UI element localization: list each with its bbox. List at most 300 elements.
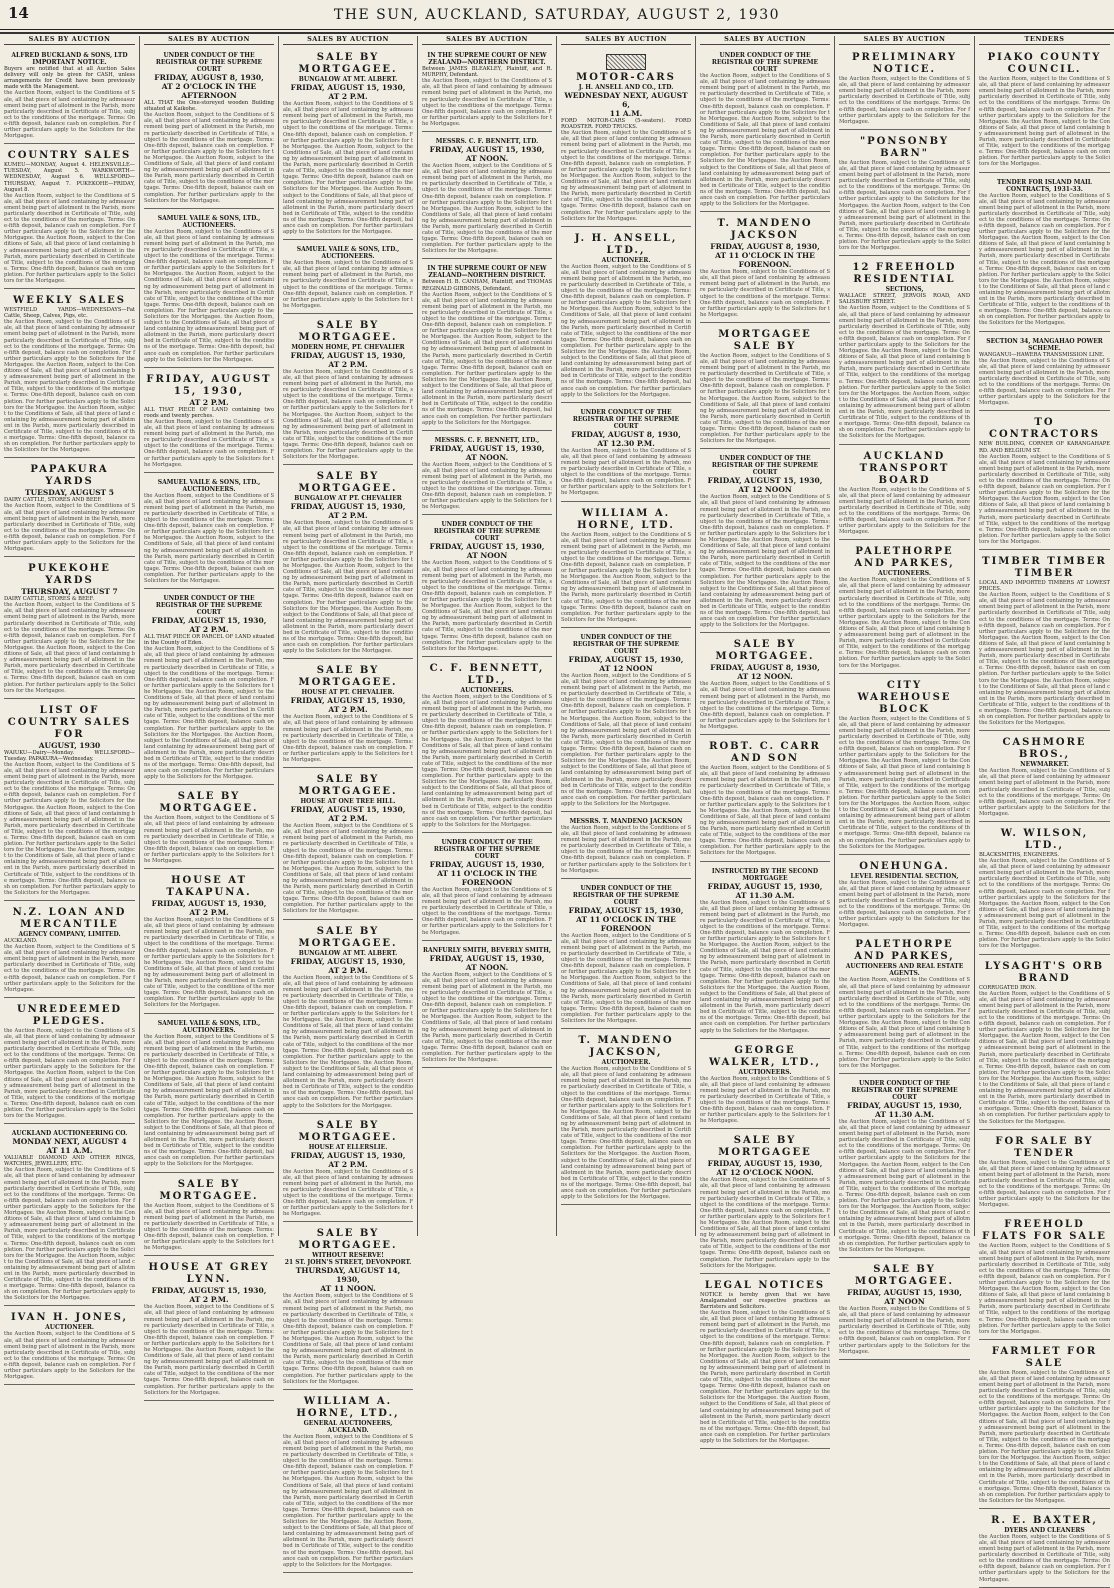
ad-heading: C. F. BENNETT, LTD., bbox=[429, 662, 545, 686]
ad-fine-print: the Auction Room, subject to the Conditions of Sale, all that piece of land containing by admeasurement being part of allotment in the Parish, more particularly described in Certificate of Title, subject to the conditions of the mortgage. Terms: One-fifth deposit, balance cash on completion. For further particulars apply to the Solicitors for the Mortgagee. the Auction Room, subject to the Conditions of Sale, all that piece of land containing by admeasurement being part of allotment in the Parish, more particularly described in Certificate of Title, subject to the conditions of the mortgage. Terms: One-fifth deposit, balance cash on completion. For further particulars apply to the Solicitors for the Mortgagee. bbox=[700, 765, 830, 857]
ad-line: FRIDAY, AUGUST 15, 1930, bbox=[290, 502, 406, 512]
advertisement bbox=[700, 452, 830, 633]
advertisement bbox=[979, 1216, 1110, 1339]
ad-fine-print: the Auction Room, subject to the Conditions of Sale, all that piece of land containing by admeasurement being part of allotment in the Parish, more particularly described in Certificate of Title, subject to the conditions of the mortgage. Terms: One-fifth deposit, balance cash on completion. For further particulars apply to the Solicitors for the Mortgagee. bbox=[4, 90, 135, 140]
ad-fine-print: the Auction Room, subject to the Conditions of Sale, all that piece of land containing by admeasurement being part of allotment in the Parish, more particularly described in Certificate of Title, subject to the conditions of the mortgage. Terms: One-fifth deposit, balance cash on completion. For further particulars apply to the Solicitors for the Mortgagee. the Auction Room, subject to the Conditions of Sale, all that piece of land containing by admeasurement being part of allotment in the Parish, more particularly described in Certificate of Title, subject to the conditions of the mortgage. Terms: One-fifth deposit, balance cash on completion. For further particulars apply to the Solicitors for the Mortgagee. the Auction Room, subject to the Conditions of Sale, all that piece of land containing by admeasurement being part of allotment in the Parish, more particularly described in Certificate of Title, subject to the conditions of the mortgage. Terms: One-fifth deposit, balance cash on completion. For further particulars apply to the Solicitors for the Mortgagee. bbox=[283, 520, 413, 655]
ad-line: AT 12 NOON bbox=[599, 663, 653, 673]
ad-fine-print: the Auction Room, subject to the Conditions of Sale, all that piece of land containing by admeasurement being part of allotment in the Parish, more particularly described in Certificate of Title, subject to the conditions of the mortgage. Terms: One-fifth deposit, balance cash on completion. For further particulars apply to the Solicitors for the Mortgagee. bbox=[422, 886, 552, 936]
ad-line: AUGUST, 1930 bbox=[38, 740, 101, 750]
ad-fine-print: the Auction Room, subject to the Conditions of Sale, all that piece of land containing by admeasurement being part of allotment in the Parish, more particularly described in Certificate of Title, subject to the conditions of the mortgage. Terms: One-fifth deposit, balance cash on completion. For further particulars apply to the Solicitors for the Mortgagee. the Auction Room, subject to the Conditions of Sale, all that piece of land containing by admeasurement being part of allotment in the Parish, more particularly described in Certificate of Title, subject to the conditions of the mortgage. Terms: One-fifth deposit, balance cash on completion. For further particulars apply to the Solicitors for the Mortgagee. bbox=[422, 971, 552, 1063]
column-6 bbox=[695, 35, 834, 1444]
ad-heading: SAMUEL VAILE & SONS, LTD., bbox=[157, 478, 261, 486]
column-header: SALES BY AUCTION bbox=[700, 36, 830, 45]
advertisement bbox=[144, 49, 274, 209]
ad-fine-print: the Auction Room, subject to the Conditions of Sale, all that piece of land containing by admeasurement being part of allotment in the Parish, more particularly described in Certificate of Title, subject to the conditions of the mortgage. Terms: One-fifth deposit, balance cash on completion. For further particulars apply to the Solicitors for the Mortgagee. the Auction Room, subject to the Conditions of Sale, all that piece of land containing by admeasurement being part of allotment in the Parish, more particularly described in Certificate of Title, subject to the conditions of the mortgage. Terms: One-fifth deposit, balance cash on completion. For further particulars apply to the Solicitors for the Mortgagee. the Auction Room, subject to the Conditions of Sale, all that piece of land containing by admeasurement being part of allotment in the Parish, more particularly described in Certificate of Title, subject to the conditions of the mortgage. Terms: One-fifth deposit, balance cash on completion. For further particulars apply to the Solicitors for the Mortgagee. bbox=[561, 672, 691, 807]
advertisement bbox=[839, 259, 970, 444]
ad-heading: TENDER FOR ISLAND MAIL CONTRACTS, 1931-33. bbox=[996, 178, 1093, 193]
ad-line: AT NOON. bbox=[465, 962, 509, 972]
ad-heading: SALE BY MORTGAGEE. bbox=[298, 52, 398, 76]
ad-body: Buyers are notified that at all Auction Sales delivery will only be given for CASH, unless arrangements for Credit have been previously made with the Management. bbox=[4, 66, 135, 91]
ad-body: NOTICE is hereby given that we have Amalgamated our respective practices as Barristers and Solicitors. bbox=[700, 1291, 830, 1310]
column-2 bbox=[139, 35, 278, 1396]
advertisement bbox=[561, 49, 691, 227]
ad-heading: PAPAKURA YARDS bbox=[30, 464, 109, 488]
ad-heading: PIAKO COUNTY COUNCIL. bbox=[987, 52, 1102, 76]
ad-fine-print: the Auction Room, subject to the Conditions of Sale, all that piece of land containing by admeasurement being part of allotment in the Parish, more particularly described in Certificate of Title, subject to the conditions of the mortgage. Terms: One-fifth deposit, balance cash on completion. For further particulars apply to the Solicitors for the Mortgagee. the Auction Room, subject to the Conditions of Sale, all that piece of land containing by admeasurement being part of allotment in the Parish, more particularly described in Certificate of Title, subject to the conditions of the mortgage. Terms: One-fifth deposit, balance cash on completion. For further particulars apply to the Solicitors for the Mortgagee. the Auction Room, subject to the Conditions of Sale, all that piece of land containing by admeasurement being part of allotment in the Parish, more particularly described in Certificate of Title, subject to the conditions of the mortgage. Terms: One-fifth deposit, balance cash on completion. For further particulars apply to the Solicitors for the Mortgagee. bbox=[422, 693, 552, 828]
newspaper-title: THE SUN, AUCKLAND, SATURDAY, AUGUST 2, 1930 bbox=[333, 7, 781, 23]
advertisement bbox=[561, 815, 691, 879]
advertisement bbox=[979, 1512, 1110, 1588]
ad-fine-print: the Auction Room, subject to the Conditions of Sale, all that piece of land containing by admeasurement being part of allotment in the Parish, more particularly described in Certificate of Title, subject to the conditions of the mortgage. Terms: One-fifth deposit, balance cash on completion. For further particulars apply to the Solicitors for the Mortgagee. the Auction Room, subject to the Conditions of Sale, all that piece of land containing by admeasurement being part of allotment in the Parish, more particularly described in Certificate of Title, subject to the conditions of the mortgage. Terms: One-fifth deposit, balance cash on completion. For further particulars apply to the Solicitors for the Mortgagee. bbox=[979, 453, 1110, 545]
ad-line: HOUSE AT PT. CHEVALIER. bbox=[301, 689, 395, 697]
ad-heading: SALE BY MORTGAGEE. bbox=[298, 1228, 398, 1252]
ad-fine-print: the Auction Room, subject to the Conditions of Sale, all that piece of land containing by admeasurement being part of allotment in the Parish, more particularly described in Certificate of Title, subject to the conditions of the mortgage. Terms: One-fifth deposit, balance cash on completion. For further particulars apply to the Solicitors for the Mortgagee. the Auction Room, subject to the Conditions of Sale, all that piece of land containing by admeasurement being part of allotment in the Parish, more particularly described in Certificate of Title, subject to the conditions of the mortgage. Terms: One-fifth deposit, balance cash on completion. For further particulars apply to the Solicitors for the Mortgagee. bbox=[422, 560, 552, 652]
advertisement bbox=[839, 49, 970, 130]
ad-line: FRIDAY, AUGUST 15, 1930, bbox=[151, 899, 267, 909]
ad-fine-print: the Auction Room, subject to the Conditions of Sale, all that piece of land containing by admeasurement being part of allotment in the Parish, more particularly described in Certificate of Title, subject to the conditions of the mortgage. Terms: One-fifth deposit, balance cash on completion. For further particulars apply to the Solicitors for the Mortgagee. the Auction Room, subject to the Conditions of Sale, all that piece of land containing by admeasurement being part of allotment in the Parish, more particularly described in Certificate of Title, subject to the conditions of the mortgage. Terms: One-fifth deposit, balance cash on completion. For further particulars apply to the Solicitors for the Mortgagee. the Auction Room, subject to the Conditions of Sale, all that piece of land containing by admeasurement being part of allotment in the Parish, more particularly described in Certificate of Title, subject to the conditions of the mortgage. Terms: One-fifth deposit, balance cash on completion. For further particulars apply to the Solicitors for the Mortgagee. bbox=[979, 1369, 1110, 1504]
ad-line: AT 12.30 P.M. bbox=[597, 438, 655, 448]
advertisement bbox=[839, 133, 970, 256]
advertisement bbox=[144, 788, 274, 869]
ad-heading: SALE BY MORTGAGEE. bbox=[298, 774, 398, 798]
ad-line: FRIDAY, AUGUST 8, 1930, bbox=[710, 242, 820, 252]
advertisement bbox=[979, 1343, 1110, 1509]
advertisement bbox=[283, 771, 413, 919]
column-8 bbox=[974, 35, 1114, 1583]
ad-heading: SALE BY MORTGAGEE. bbox=[298, 925, 398, 949]
ad-heading: LYSAGHT'S ORB BRAND bbox=[984, 960, 1105, 984]
ad-line: FRIDAY, AUGUST 15, 1930, bbox=[151, 616, 267, 626]
ad-fine-print: the Auction Room, subject to the Conditions of Sale, all that piece of land containing by admeasurement being part of allotment in the Parish, more particularly described in Certificate of Title, subject to the conditions of the mortgage. Terms: One-fifth deposit, balance cash on completion. For further particulars apply to the Solicitors for the Mortgagee. bbox=[4, 503, 135, 553]
ad-heading: SALE BY MORTGAGEE. bbox=[715, 639, 815, 663]
ad-heading: SALE BY MORTGAGEE. bbox=[298, 319, 398, 343]
ad-line: GENERAL AUCTIONEERS, bbox=[303, 1419, 393, 1427]
ad-line: AT 2 P.M. bbox=[189, 1295, 229, 1305]
advertisement bbox=[979, 176, 1110, 332]
ad-line: AT 12 NOON bbox=[738, 485, 792, 495]
ad-fine-print: the Auction Room, subject to the Conditions of Sale, all that piece of land containing by admeasurement being part of allotment in the Parish, more particularly described in Certificate of Title, subject to the conditions of the mortgage. Terms: One-fifth deposit, balance cash on completion. For further particulars apply to the Solicitors for the Mortgagee. the Auction Room, subject to the Conditions of Sale, all that piece of land containing by admeasurement being part of allotment in the Parish, more particularly described in Certificate of Title, subject to the conditions of the mortgage. Terms: One-fifth deposit, balance cash on completion. For further particulars apply to the Solicitors for the Mortgagee. bbox=[979, 858, 1110, 950]
ad-fine-print: the Auction Room, subject to the Conditions of Sale, all that piece of land containing by admeasurement being part of allotment in the Parish, more particularly described in Certificate of Title, subject to the conditions of the mortgage. Terms: One-fifth deposit, balance cash on completion. For further particulars apply to the Solicitors for the Mortgagee. the Auction Room, subject to the Conditions of Sale, all that piece of land containing by admeasurement being part of allotment in the Parish, more particularly described in Certificate of Title, subject to the conditions of the mortgage. Terms: One-fifth deposit, balance cash on completion. For further particulars apply to the Solicitors for the Mortgagee. bbox=[422, 163, 552, 255]
ad-line: AT NOON bbox=[466, 551, 508, 561]
column-header: SALES BY AUCTION bbox=[4, 36, 135, 45]
ad-line: BUNGALOW AT MT. ALBERT. bbox=[298, 949, 398, 957]
advertisement bbox=[4, 461, 135, 557]
advertisement bbox=[839, 677, 970, 855]
ad-heading: ROBT. C. CARR AND SON bbox=[709, 741, 821, 765]
ad-line: 11 A.M. bbox=[609, 109, 643, 119]
ad-fine-print: the Auction Room, subject to the Conditions of Sale, all that piece of land containing by admeasurement being part of allotment in the Parish, more particularly described in Certificate of Title, subject to the conditions of the mortgage. Terms: One-fifth deposit, balance cash on completion. For further particulars apply to the Solicitors for the Mortgagee. bbox=[4, 944, 135, 993]
column-1 bbox=[0, 35, 139, 1381]
advertisement bbox=[561, 505, 691, 628]
ad-body: Between H. B. CANHAM, Plaintiff, and THOMAS REGINALD GIBBONS, Defendant. bbox=[422, 279, 552, 292]
ad-heading: FREEHOLD FLATS FOR SALE bbox=[982, 1219, 1107, 1243]
ad-fine-print: the Auction Room, subject to the Conditions of Sale, all that piece of land containing by admeasurement being part of allotment in the Parish, more particularly described in Certificate of Title, subject to the conditions of the mortgage. Terms: One-fifth deposit, balance cash on completion. For further particulars apply to the Solicitors for the Mortgagee. bbox=[979, 357, 1110, 407]
ad-line: AGENCY COMPANY, LIMITED. bbox=[18, 930, 121, 938]
advertisement bbox=[979, 414, 1110, 550]
ad-line: AT NOON. bbox=[465, 452, 509, 462]
advertisement bbox=[839, 1077, 970, 1258]
ad-body: BLACKSMITHS, ENGINEERS. bbox=[979, 852, 1059, 858]
ad-heading: SECTION 34, MANGAHAO POWER SCHEME. bbox=[986, 337, 1103, 352]
ad-fine-print: the Auction Room, subject to the Conditions of Sale, all that piece of land containing by admeasurement being part of allotment in the Parish, more particularly described in Certificate of Title, subject to the conditions of the mortgage. Terms: One-fifth deposit, balance cash on completion. For further particulars apply to the Solicitors for the Mortgagee. bbox=[422, 461, 552, 511]
advertisement bbox=[979, 335, 1110, 412]
advertisement bbox=[422, 836, 552, 941]
ad-line: FRIDAY, AUGUST 15, 1930, bbox=[290, 1150, 406, 1160]
column-7 bbox=[834, 35, 974, 1355]
column-header: SALES BY AUCTION bbox=[283, 36, 413, 45]
ad-fine-print: the Auction Room, subject to the Conditions of Sale, all that piece of land containing by admeasurement being part of allotment in the Parish, more particularly described in Certificate of Title, subject to the conditions of the mortgage. Terms: One-fifth deposit, balance cash on completion. For further particulars apply to the Solicitors for the Mortgagee. the Auction Room, subject to the Conditions of Sale, all that piece of land containing by admeasurement being part of allotment in the Parish, more particularly described in Certificate of Title, subject to the conditions of the mortgage. Terms: One-fifth deposit, balance cash on completion. For further particulars apply to the Solicitors for the Mortgagee. the Auction Room, subject to the Conditions of Sale, all that piece of land containing by admeasurement being part of allotment in the Parish, more particularly described in Certificate of Title, subject to the conditions of the mortgage. Terms: One-fifth deposit, balance cash on completion. For further particulars apply to the Solicitors for the Mortgagee. bbox=[4, 319, 135, 454]
ad-fine-print: the Auction Room, subject to the Conditions of Sale, all that piece of land containing by admeasurement being part of allotment in the Parish, more particularly described in Certificate of Title, subject to the conditions of the mortgage. Terms: One-fifth deposit, balance cash on completion. For further particulars apply to the Solicitors for the Mortgagee. bbox=[144, 1202, 274, 1252]
advertisement bbox=[979, 553, 1110, 731]
ad-fine-print: the Auction Room, subject to the Conditions of Sale, all that piece of land containing by admeasurement being part of allotment in the Parish, more particularly described in Certificate of Title, subject to the conditions of the mortgage. Terms: One-fifth deposit, balance cash on completion. For further particulars apply to the Solicitors for the Mortgagee. the Auction Room, subject to the Conditions of Sale, all that piece of land containing by admeasurement being part of allotment in the Parish, more particularly described in Certificate of Title, subject to the conditions of the mortgage. Terms: One-fifth deposit, balance cash on completion. For further particulars apply to the Solicitors for the Mortgagee. the Auction Room, subject to the Conditions of Sale, all that piece of land containing by admeasurement being part of allotment in the Parish, more particularly described in Certificate of Title, subject to the conditions of the mortgage. Terms: One-fifth deposit, balance cash on completion. For further particulars apply to the Solicitors for the Mortgagee. bbox=[979, 192, 1110, 327]
ad-line: FRIDAY, AUGUST 15, 1930, bbox=[568, 654, 684, 664]
ad-heading: SAMUEL VAILE & SONS, LTD., bbox=[157, 214, 261, 222]
ad-heading: WEEKLY SALES bbox=[12, 295, 127, 307]
advertisement bbox=[979, 1133, 1110, 1214]
ad-fine-print: the Auction Room, subject to the Conditions of Sale, all that piece of land containing by admeasurement being part of allotment in the Parish, more particularly described in Certificate of Title, subject to the conditions of the mortgage. Terms: One-fifth deposit, balance cash on completion. For further particulars apply to the Solicitors for the Mortgagee. bbox=[700, 269, 830, 318]
ad-fine-print: the Auction Room, subject to the Conditions of Sale, all that piece of land containing by admeasurement being part of allotment in the Parish, more particularly described in Certificate of Title, subject to the conditions of the mortgage. Terms: One-fifth deposit, balance cash on completion. For further particulars apply to the Solicitors for the Mortgagee. bbox=[979, 1159, 1110, 1209]
ad-body: WANGANUI—HAWERA TRANSMISSION LINE. bbox=[979, 351, 1105, 358]
advertisement bbox=[4, 702, 135, 901]
advertisement bbox=[4, 49, 135, 144]
ad-heading: PALETHORPE AND PARKES, bbox=[854, 939, 955, 963]
advertisement bbox=[700, 865, 830, 1039]
ad-line: AT 11.30 A.M. bbox=[874, 1109, 935, 1119]
ad-fine-print: the Auction Room, subject to the Conditions of Sale, all that piece of land containing by admeasurement being part of allotment in the Parish, more particularly described in Certificate of Title, subject to the conditions of the mortgage. Terms: One-fifth deposit, balance cash on completion. For further particulars apply to the Solicitors for the Mortgagee. bbox=[839, 879, 970, 929]
ad-heading: 12 FREEHOLD RESIDENTIAL bbox=[852, 262, 957, 286]
ad-line: FRIDAY, AUGUST 15, 1930, bbox=[707, 476, 823, 486]
ad-heading: MESSRS. C. F. BENNETT, LTD. bbox=[435, 138, 539, 146]
ad-fine-print: the Auction Room, subject to the Conditions of Sale, all that piece of land containing by admeasurement being part of allotment in the Parish, more particularly described in Certificate of Title, subject to the conditions of the mortgage. Terms: One-fifth deposit, balance cash on completion. For further particulars apply to the Solicitors for the Mortgagee. the Auction Room, subject to the Conditions of Sale, all that piece of land containing by admeasurement being part of allotment in the Parish, more particularly described in Certificate of Title, subject to the conditions of the mortgage. Terms: One-fifth deposit, balance cash on completion. For further particulars apply to the Solicitors for the Mortgagee. the Auction Room, subject to the Conditions of Sale, all that piece of land containing by admeasurement being part of allotment in the Parish, more particularly described in Certificate of Title, subject to the conditions of the mortgage. Terms: One-fifth deposit, balance cash on completion. For further particulars apply to the Solicitors for the Mortgagee. bbox=[561, 263, 691, 398]
ad-line: AUCTIONEERS. bbox=[182, 1026, 236, 1034]
advertisement bbox=[283, 923, 413, 1114]
ad-line: AT 11 O'CLOCK IN THE FORENOON bbox=[576, 914, 676, 933]
advertisement bbox=[422, 49, 552, 132]
advertisement bbox=[144, 1176, 274, 1257]
ad-heading: SALE BY MORTGAGEE. bbox=[159, 791, 259, 815]
ad-line: HOUSE AT ONE TREE HILL. bbox=[300, 798, 396, 806]
ad-fine-print: the Auction Room, subject to the Conditions of Sale, all that piece of land containing by admeasurement being part of allotment in the Parish, more particularly described in Certificate of Title, subject to the conditions of the mortgage. Terms: One-fifth deposit, balance cash on completion. For further particulars apply to the Solicitors for the Mortgagee. the Auction Room, subject to the Conditions of Sale, all that piece of land containing by admeasurement being part of allotment in the Parish, more particularly described in Certificate of Title, subject to the conditions of the mortgage. Terms: One-fifth deposit, balance cash on completion. For further particulars apply to the Solicitors for the Mortgagee. bbox=[144, 1304, 274, 1396]
ad-heading: UNDER CONDUCT OF THE REGISTRAR OF THE SUPREME COURT bbox=[155, 595, 263, 617]
ad-body: Between JAMES BLEAKLEY, Plaintiff, and R. MURPHY, Defendant. bbox=[422, 66, 552, 79]
ad-heading: SALE BY MORTGAGEE. bbox=[298, 665, 398, 689]
ad-line: AUCKLAND. bbox=[327, 1426, 369, 1434]
ad-line: FRIDAY, AUGUST 15, 1930, bbox=[707, 881, 823, 891]
ad-body: DAIRY CATTLE, STORES AND BEEF. bbox=[4, 497, 102, 504]
ad-line: AT 2 P.M. bbox=[328, 705, 368, 715]
ad-heading: UNDER CONDUCT OF THE REGISTRAR OF THE SUPREME COURT bbox=[572, 408, 680, 430]
advertisement bbox=[979, 958, 1110, 1130]
ad-fine-print: the Auction Room, subject to the Conditions of Sale, all that piece of land containing by admeasurement being part of allotment in the Parish, more particularly described in Certificate of Title, subject to the conditions of the mortgage. Terms: One-fifth deposit, balance cash on completion. For further particulars apply to the Solicitors for the Mortgagee. bbox=[839, 76, 970, 125]
advertisement bbox=[144, 1259, 274, 1400]
ad-fine-print: the Auction Room, subject to the Conditions of Sale, all that piece of land containing by admeasurement being part of allotment in the Parish, more particularly described in Certificate of Title, subject to the conditions of the mortgage. Terms: One-fifth deposit, balance cash on completion. For further particulars apply to the Solicitors for the Mortgagee. the Auction Room, subject to the Conditions of Sale, all that piece of land containing by admeasurement being part of allotment in the Parish, more particularly described in Certificate of Title, subject to the conditions of the mortgage. Terms: One-fifth deposit, balance cash on completion. For further particulars apply to the Solicitors for the Mortgagee. the Auction Room, subject to the Conditions of Sale, all that piece of land containing by admeasurement being part of allotment in the Parish, more particularly described in Certificate of Title, subject to the conditions of the mortgage. Terms: One-fifth deposit, balance cash on completion. For further particulars apply to the Solicitors for the Mortgagee. bbox=[839, 305, 970, 440]
ad-line: AT 2 P.M. bbox=[189, 625, 229, 635]
ad-line: AUCTIONEER. bbox=[45, 1324, 94, 1332]
advertisement bbox=[144, 592, 274, 785]
column-4 bbox=[417, 36, 556, 1236]
ad-line: AT 11 O'CLOCK IN THE FORENOON. bbox=[715, 251, 815, 270]
ad-line: FRIDAY, AUGUST 8, 1930, bbox=[571, 429, 681, 439]
ad-heading: UNDER CONDUCT OF THE REGISTRAR OF THE SUPREME COURT bbox=[155, 52, 263, 74]
ad-line: FRIDAY, AUGUST 15, 1930, bbox=[429, 859, 545, 869]
ad-fine-print: the Auction Room, subject to the Conditions of Sale, all that piece of land containing by admeasurement being part of allotment in the Parish, more particularly described in Certificate of Title, subject to the conditions of the mortgage. Terms: One-fifth deposit, balance cash on completion. For further particulars apply to the Solicitors for the Mortgagee. bbox=[700, 681, 830, 731]
ad-fine-print: the Auction Room, subject to the Conditions of Sale, all that piece of land containing by admeasurement being part of allotment in the Parish, more particularly described in Certificate of Title, subject to the conditions of the mortgage. Terms: One-fifth deposit, balance cash on completion. For further particulars apply to the Solicitors for the Mortgagee. the Auction Room, subject to the Conditions of Sale, all that piece of land containing by admeasurement being part of allotment in the Parish, more particularly described in Certificate of Title, subject to the conditions of the mortgage. Terms: One-fifth deposit, balance cash on completion. For further particulars apply to the Solicitors for the Mortgagee. bbox=[4, 192, 135, 284]
column-header: SALES BY AUCTION bbox=[422, 36, 552, 45]
advertisement bbox=[422, 434, 552, 516]
ad-fine-print: the Auction Room, subject to the Conditions of Sale, all that piece of land containing by admeasurement being part of allotment in the Parish, more particularly described in Certificate of Title, subject to the conditions of the mortgage. Terms: One-fifth deposit, balance cash on completion. For further particulars apply to the Solicitors for the Mortgagee. the Auction Room, subject to the Conditions of Sale, all that piece of land containing by admeasurement being part of allotment in the Parish, more particularly described in Certificate of Title, subject to the conditions of the mortgage. Terms: One-fifth deposit, balance cash on completion. For further particulars apply to the Solicitors for the Mortgagee. bbox=[979, 76, 1110, 168]
advertisement bbox=[283, 468, 413, 659]
ad-line: FRIDAY, AUGUST 15, 1930, bbox=[290, 805, 406, 815]
ad-heading: CASHMORE BROS., bbox=[1002, 737, 1087, 761]
ad-heading: WILLIAM A. HORNE, LTD. bbox=[577, 507, 675, 531]
ad-body: AUCKLAND. bbox=[4, 937, 38, 944]
ad-fine-print: the Auction Room, subject to the Conditions of Sale, all that piece of land containing by admeasurement being part of allotment in the Parish, more particularly described in Certificate of Title, subject to the conditions of the mortgage. Terms: One-fifth deposit, balance cash on completion. For further particulars apply to the Solicitors for the Mortgagee. the Auction Room, subject to the Conditions of Sale, all that piece of land containing by admeasurement being part of allotment in the Parish, more particularly described in Certificate of Title, subject to the conditions of the mortgage. Terms: One-fifth deposit, balance cash on completion. For further particulars apply to the Solicitors for the Mortgagee. bbox=[4, 1027, 135, 1120]
ad-fine-print: the Auction Room, subject to the Conditions of Sale, all that piece of land containing by admeasurement being part of allotment in the Parish, more particularly described in Certificate of Title, subject to the conditions of the mortgage. Terms: One-fifth deposit, balance cash on completion. For further particulars apply to the Solicitors for the Mortgagee. the Auction Room, subject to the Conditions of Sale, all that piece of land containing by admeasurement being part of allotment in the Parish, more particularly described in Certificate of Title, subject to the conditions of the mortgage. Terms: One-fifth deposit, balance cash on completion. For further particulars apply to the Solicitors for the Mortgagee. bbox=[839, 977, 970, 1069]
ad-line: 21 ST. JOHN'S STREET, DEVONPORT. bbox=[284, 1259, 412, 1267]
ad-fine-print: the Auction Room, subject to the Conditions of Sale, all that piece of land containing by admeasurement being part of allotment in the Parish, more particularly described in Certificate of Title, subject to the conditions of the mortgage. Terms: One-fifth deposit, balance cash on completion. For further particulars apply to the Solicitors for the Mortgagee. the Auction Room, subject to the Conditions of Sale, all that piece of land containing by admeasurement being part of allotment in the Parish, more particularly described in Certificate of Title, subject to the conditions of the mortgage. Terms: One-fifth deposit, balance cash on completion. For further particulars apply to the Solicitors for the Mortgagee. bbox=[561, 130, 691, 222]
ad-fine-print: the Auction Room, subject to the Conditions of Sale, all that piece of land containing by admeasurement being part of allotment in the Parish, more particularly described in Certificate of Title, subject to the conditions of the mortgage. Terms: One-fifth deposit, balance cash on completion. For further particulars apply to the Solicitors for the Mortgagee. the Auction Room, subject to the Conditions of Sale, all that piece of land containing by admeasurement being part of allotment in the Parish, more particularly described in Certificate of Title, subject to the conditions of the mortgage. Terms: One-fifth deposit, balance cash on completion. For further particulars apply to the Solicitors for the Mortgagee. the Auction Room, subject to the Conditions of Sale, all that piece of land containing by admeasurement being part of allotment in the Parish, more particularly described in Certificate of Title, subject to the conditions of the mortgage. Terms: One-fifth deposit, balance cash on completion. For further particulars apply to the Solicitors for the Mortgagee. bbox=[283, 101, 413, 236]
ad-heading: FARMLET FOR SALE bbox=[991, 1345, 1098, 1369]
ad-fine-print: the Auction Room, subject to the Conditions of Sale, all that piece of land containing by admeasurement being part of allotment in the Parish, more particularly described in Certificate of Title, subject to the conditions of the mortgage. Terms: One-fifth deposit, balance cash on completion. For further particulars apply to the Solicitors for the Mortgagee. the Auction Room, subject to the Conditions of Sale, all that piece of land containing by admeasurement being part of allotment in the Parish, more particularly described in Certificate of Title, subject to the conditions of the mortgage. Terms: One-fifth deposit, balance cash on completion. For further particulars apply to the Solicitors for the Mortgagee. the Auction Room, subject to the Conditions of Sale, all that piece of land containing by admeasurement being part of allotment in the Parish, more particularly described in Certificate of Title, subject to the conditions of the mortgage. Terms: One-fifth deposit, balance cash on completion. For further particulars apply to the Solicitors for the Mortgagee. bbox=[561, 1066, 691, 1201]
ad-line: LEVEL RESIDENTIAL SECTION, bbox=[850, 872, 959, 880]
ad-fine-print: the Auction Room, subject to the Conditions of Sale, all that piece of land containing by admeasurement being part of allotment in the Parish, more particularly described in Certificate of Title, subject to the conditions of the mortgage. Terms: One-fifth deposit, balance cash on completion. For further particulars apply to the Solicitors for the Mortgagee. the Auction Room, subject to the Conditions of Sale, all that piece of land containing by admeasurement being part of allotment in the Parish, more particularly described in Certificate of Title, subject to the conditions of the mortgage. Terms: One-fifth deposit, balance cash on completion. For further particulars apply to the Solicitors for the Mortgagee. bbox=[561, 531, 691, 623]
ad-line: AT 2 O'CLOCK IN THE AFTERNOON bbox=[161, 82, 257, 101]
advertisement bbox=[700, 215, 830, 323]
ad-heading: ONEHUNGA. bbox=[859, 860, 950, 872]
ad-heading: ALFRED BUCKLAND & SONS, LTD bbox=[11, 52, 128, 60]
advertisement bbox=[4, 560, 135, 699]
ad-fine-print: the Auction Room, subject to the Conditions of Sale, all that piece of land containing by admeasurement being part of allotment in the Parish, more particularly described in Certificate of Title, subject to the conditions of the mortgage. Terms: One-fifth deposit, balance cash on completion. For further particulars apply to the Solicitors for the Mortgagee. the Auction Room, subject to the Conditions of Sale, all that piece of land containing by admeasurement being part of allotment in the Parish, more particularly described in Certificate of Title, subject to the conditions of the mortgage. Terms: One-fifth deposit, balance cash on completion. For further particulars apply to the Solicitors for the Mortgagee. the Auction Room, subject to the Conditions of Sale, all that piece of land containing by admeasurement being part of allotment in the Parish, more particularly described in Certificate of Title, subject to the conditions of the mortgage. Terms: One-fifth deposit, balance cash on completion. For further particulars apply to the Solicitors for the Mortgagee. bbox=[4, 1167, 135, 1302]
ad-line: AUCTIONEERS AND REAL ESTATE AGENTS. bbox=[845, 963, 964, 978]
column-5 bbox=[556, 36, 695, 1236]
ad-fine-print: the Auction Room, subject to the Conditions of Sale, all that piece of land containing by admeasurement being part of allotment in the Parish, more particularly described in Certificate of Title, subject to the conditions of the mortgage. Terms: One-fifth deposit, balance cash on completion. For further particulars apply to the Solicitors for the Mortgagee. the Auction Room, subject to the Conditions of Sale, all that piece of land containing by admeasurement being part of allotment in the Parish, more particularly described in Certificate of Title, subject to the conditions of the mortgage. Terms: One-fifth deposit, balance cash on completion. For further particulars apply to the Solicitors for the Mortgagee. bbox=[283, 823, 413, 915]
ad-fine-print: the Auction Room, subject to the Conditions of Sale, all that piece of land containing by admeasurement being part of allotment in the Parish, more particularly described in Certificate of Title, subject to the conditions of the mortgage. Terms: One-fifth deposit, balance cash on completion. For further particulars apply to the Solicitors for the Mortgagee. the Auction Room, subject to the Conditions of Sale, all that piece of land containing by admeasurement being part of allotment in the Parish, more particularly described in Certificate of Title, subject to the conditions of the mortgage. Terms: One-fifth deposit, balance cash on completion. For further particulars apply to the Solicitors for the Mortgagee. bbox=[144, 112, 274, 204]
motor-car-illustration bbox=[606, 54, 646, 70]
ad-heading: LIST OF COUNTRY SALES FOR bbox=[7, 704, 132, 740]
ad-heading: IN THE SUPREME COURT OF NEW ZEALAND—NORTHERN DISTRICT. bbox=[427, 265, 547, 280]
ad-line: AUCTIONEERS. bbox=[182, 221, 236, 229]
ad-fine-print: the Auction Room, subject to the Conditions of Sale, all that piece of land containing by admeasurement being part of allotment in the Parish, more particularly described in Certificate of Title, subject to the conditions of the mortgage. Terms: One-fifth deposit, balance cash on completion. For further particulars apply to the Solicitors for the Mortgagee. the Auction Room, subject to the Conditions of Sale, all that piece of land containing by admeasurement being part of allotment in the Parish, more particularly described in Certificate of Title, subject to the conditions of the mortgage. Terms: One-fifth deposit, balance cash on completion. For further particulars apply to the Solicitors for the Mortgagee. the Auction Room, subject to the Conditions of Sale, all that piece of land containing by admeasurement being part of allotment in the Parish, more particularly described in Certificate of Title, subject to the conditions of the mortgage. Terms: One-fifth deposit, balance cash on completion. For further particulars apply to the Solicitors for the Mortgagee. bbox=[700, 494, 830, 629]
ad-line: FRIDAY, AUGUST 15, 1930, bbox=[429, 443, 545, 453]
ad-line: WEDNESDAY NEXT, AUGUST 6, bbox=[564, 91, 688, 110]
ad-heading: PUKEKOHE YARDS bbox=[28, 563, 111, 587]
ad-line: AT 12 NOON. bbox=[737, 672, 793, 682]
ad-line: FRIDAY, AUGUST 8, 1930, bbox=[710, 663, 820, 673]
column-header: SALES BY AUCTION bbox=[561, 36, 691, 45]
ad-fine-print: the Auction Room, subject to the Conditions of Sale, all that piece of land containing by admeasurement being part of allotment in the Parish, more particularly described in Certificate of Title, subject to the conditions of the mortgage. Terms: One-fifth deposit, balance cash on completion. For further particulars apply to the Solicitors for the Mortgagee. the Auction Room, subject to the Conditions of Sale, all that piece of land containing by admeasurement being part of allotment in the Parish, more particularly described in Certificate of Title, subject to the conditions of the mortgage. Terms: One-fifth deposit, balance cash on completion. For further particulars apply to the Solicitors for the Mortgagee. bbox=[283, 1293, 413, 1385]
ad-line: FRIDAY, AUGUST 15, 1930, bbox=[429, 953, 545, 963]
ad-line: AUCTIONEERS. bbox=[460, 686, 514, 694]
ad-body: KUMEU—MONDAY, August 4. HELENSVILLE—TUESDAY, August 5. WARKWORTH—WEDNESDAY, August 6. WELLSFORD—THURSDAY, August 7. PUKEKOHE—FRIDAY, August 8. bbox=[4, 162, 135, 193]
ad-heading: MESSRS. C. F. BENNETT, LTD., bbox=[434, 436, 540, 444]
ad-heading: SALE BY MORTGAGEE. bbox=[298, 1119, 398, 1143]
ad-body: LOCAL AND IMPORTED TIMBERS AT LOWEST PRICES. bbox=[979, 580, 1110, 593]
ad-line: FRIDAY, AUGUST 15, 1930, bbox=[151, 1286, 267, 1296]
ad-line: FRIDAY, AUGUST 15, 1930, bbox=[429, 542, 545, 552]
advertisement bbox=[561, 406, 691, 502]
ad-fine-print: the Auction Room, subject to the Conditions of Sale, all that piece of land containing by admeasurement being part of allotment in the Parish, more particularly described in Certificate of Title, subject to the conditions of the mortgage. Terms: One-fifth deposit, balance cash on completion. For further particulars apply to the Solicitors for the Mortgagee. bbox=[283, 714, 413, 764]
advertisement bbox=[700, 49, 830, 212]
ad-heading: W. WILSON, LTD., bbox=[1000, 828, 1089, 851]
ad-line: FRIDAY, AUGUST 15, 1930, bbox=[290, 956, 406, 966]
advertisement bbox=[144, 371, 274, 473]
advertisement bbox=[422, 518, 552, 656]
advertisement bbox=[422, 262, 552, 430]
ad-fine-print: the Auction Room, subject to the Conditions of Sale, all that piece of land containing by admeasurement being part of allotment in the Parish, more particularly described in Certificate of Title, subject to the conditions of the mortgage. Terms: One-fifth deposit, balance cash on completion. For further particulars apply to the Solicitors for the Mortgagee. bbox=[839, 486, 970, 536]
ad-heading: UNDER CONDUCT OF THE REGISTRAR OF THE SUPREME COURT bbox=[433, 521, 541, 543]
ad-heading: UNDER CONDUCT OF THE REGISTRAR OF THE SUPREME COURT bbox=[572, 884, 680, 906]
ad-line: AT 2 P.M. bbox=[328, 92, 368, 102]
advertisement bbox=[561, 882, 691, 1029]
masthead bbox=[0, 0, 1114, 30]
advertisement bbox=[4, 292, 135, 458]
ad-fine-print: the Auction Room, subject to the Conditions of Sale, all that piece of land containing by admeasurement being part of allotment in the Parish, more particularly described in Certificate of Title, subject to the conditions of the mortgage. Terms: One-fifth deposit, balance cash on completion. For further particulars apply to the Solicitors for the Mortgagee. the Auction Room, subject to the Conditions of Sale, all that piece of land containing by admeasurement being part of allotment in the Parish, more particularly described in Certificate of Title, subject to the conditions of the mortgage. Terms: One-fifth deposit, balance cash on completion. For further particulars apply to the Solicitors for the Mortgagee. the Auction Room, subject to the Conditions of Sale, all that piece of land containing by admeasurement being part of allotment in the Parish, more particularly described in Certificate of Title, subject to the conditions of the mortgage. Terms: One-fifth deposit, balance cash on completion. For further particulars apply to the Solicitors for the Mortgagee. bbox=[4, 761, 135, 896]
ad-heading: UNDER CONDUCT OF THE REGISTRAR OF THE SUPREME COURT bbox=[711, 52, 819, 74]
advertisement bbox=[700, 636, 830, 735]
column-header: SALES BY AUCTION bbox=[839, 36, 970, 45]
ad-heading: TO CONTRACTORS bbox=[989, 417, 1100, 441]
ad-line: AUCTIONEERS. bbox=[878, 570, 931, 578]
advertisement bbox=[839, 1261, 970, 1360]
ad-line: WITHOUT RESERVE! bbox=[312, 1252, 384, 1260]
ad-line: AT 2 P.M. bbox=[328, 814, 368, 824]
ad-fine-print: the Auction Room, subject to the Conditions of Sale, all that piece of land containing by admeasurement being part of allotment in the Parish, more particularly described in Certificate of Title, subject to the conditions of the mortgage. Terms: One-fifth deposit, balance cash on completion. For further particulars apply to the Solicitors for the Mortgagee. the Auction Room, subject to the Conditions of Sale, all that piece of land containing by admeasurement being part of allotment in the Parish, more particularly described in Certificate of Title, subject to the conditions of the mortgage. Terms: One-fifth deposit, balance cash on completion. For further particulars apply to the Solicitors for the Mortgagee. the Auction Room, subject to the Conditions of Sale, all that piece of land containing by admeasurement being part of allotment in the Parish, more particularly described in Certificate of Title, subject to the conditions of the mortgage. Terms: One-fifth deposit, balance cash on completion. For further particulars apply to the Solicitors for the Mortgagee. bbox=[979, 990, 1110, 1125]
ad-line: AT 2 P.M. bbox=[328, 965, 368, 975]
ad-heading: MESSRS. T. MANDENO JACKSON bbox=[569, 817, 683, 825]
ad-fine-print: the Auction Room, subject to the Conditions of Sale, all that piece of land containing by admeasurement being part of allotment in the Parish, more particularly described in Certificate of Title, subject to the conditions of the mortgage. Terms: One-fifth deposit, balance cash on completion. For further particulars apply to the Solicitors for the Mortgagee. bbox=[283, 260, 413, 309]
ad-heading: HOUSE AT GREY LYNN. bbox=[148, 1262, 270, 1286]
ad-fine-print: the Auction Room, subject to the Conditions of Sale, all that piece of land containing by admeasurement being part of allotment in the Parish, more particularly described in Certificate of Title, subject to the conditions of the mortgage. Terms: One-fifth deposit, balance cash on completion. For further particulars apply to the Solicitors for the Mortgagee. the Auction Room, subject to the Conditions of Sale, all that piece of land containing by admeasurement being part of allotment in the Parish, more particularly described in Certificate of Title, subject to the conditions of the mortgage. Terms: One-fifth deposit, balance cash on completion. For further particulars apply to the Solicitors for the Mortgagee. bbox=[561, 932, 691, 1025]
ad-fine-print: the Auction Room, subject to the Conditions of Sale, all that piece of land containing by admeasurement being part of allotment in the Parish, more particularly described in Certificate of Title, subject to the conditions of the mortgage. Terms: One-fifth deposit, balance cash on completion. For further particulars apply to the Solicitors for the Mortgagee. the Auction Room, subject to the Conditions of Sale, all that piece of land containing by admeasurement being part of allotment in the Parish, more particularly described in Certificate of Title, subject to the conditions of the mortgage. Terms: One-fifth deposit, balance cash on completion. For further particulars apply to the Solicitors for the Mortgagee. bbox=[283, 368, 413, 461]
ad-line: FRIDAY, AUGUST 8, 1930, bbox=[154, 73, 264, 83]
ad-heading: MOTOR-CARS bbox=[576, 72, 676, 84]
ad-line: SECTIONS, bbox=[885, 286, 924, 294]
ad-heading: "PONSONBY BARN" bbox=[859, 135, 950, 159]
ad-fine-print: the Auction Room, subject to the Conditions of Sale, all that piece of land containing by admeasurement being part of allotment in the Parish, more particularly described in Certificate of Title, subject to the conditions of the mortgage. Terms: One-fifth deposit, balance cash on completion. For further particulars apply to the Solicitors for the Mortgagee. the Auction Room, subject to the Conditions of Sale, all that piece of land containing by admeasurement being part of allotment in the Parish, more particularly described in Certificate of Title, subject to the conditions of the mortgage. Terms: One-fifth deposit, balance cash on completion. For further particulars apply to the Solicitors for the Mortgagee. the Auction Room, subject to the Conditions of Sale, all that piece of land containing by admeasurement being part of allotment in the Parish, more particularly described in Certificate of Title, subject to the conditions of the mortgage. Terms: One-fifth deposit, balance cash on completion. For further particulars apply to the Solicitors for the Mortgagee. bbox=[422, 291, 552, 426]
ad-fine-print: the Auction Room, subject to the Conditions of Sale, all that piece of land containing by admeasurement being part of allotment in the Parish, more particularly described in Certificate of Title, subject to the conditions of the mortgage. Terms: One-fifth deposit, balance cash on completion. For further particulars apply to the Solicitors for the Mortgagee. bbox=[4, 1331, 135, 1381]
advertisement bbox=[700, 1132, 830, 1273]
ad-heading: FRIDAY, AUGUST 15, 1930, bbox=[146, 373, 272, 397]
ad-heading: AUCKLAND TRANSPORT BOARD bbox=[859, 450, 950, 486]
page-number: 14 bbox=[8, 4, 29, 22]
ad-line: AT 12 O'CLOCK NOON. bbox=[716, 1168, 814, 1178]
advertisement bbox=[144, 476, 274, 589]
ad-heading: CITY WAREHOUSE BLOCK bbox=[857, 679, 952, 715]
ad-heading: SALE BY MORTGAGEE. bbox=[855, 1263, 954, 1287]
advertisement bbox=[4, 1309, 135, 1385]
ad-line: BUNGALOW AT PT. CHEVALIER bbox=[294, 495, 402, 503]
ad-fine-print: the Auction Room, subject to the Conditions of Sale, all that piece of land containing by admeasurement being part of allotment in the Parish, more particularly described in Certificate of Title, subject to the conditions of the mortgage. Terms: One-fifth deposit, balance cash on completion. For further particulars apply to the Solicitors for the Mortgagee. the Auction Room, subject to the Conditions of Sale, all that piece of land containing by admeasurement being part of allotment in the Parish, more particularly described in Certificate of Title, subject to the conditions of the mortgage. Terms: One-fifth deposit, balance cash on completion. For further particulars apply to the Solicitors for the Mortgagee. the Auction Room, subject to the Conditions of Sale, all that piece of land containing by admeasurement being part of allotment in the Parish, more particularly described in Certificate of Title, subject to the conditions of the mortgage. Terms: One-fifth deposit, balance cash on completion. For further particulars apply to the Solicitors for the Mortgagee. bbox=[144, 646, 274, 781]
ad-line: AT 11.30 A.M. bbox=[735, 890, 795, 900]
advertisement bbox=[979, 825, 1110, 955]
ad-body: VALUABLE DIAMOND AND OTHER RINGS, WATCHES, JEWELLERY, ETC. bbox=[4, 1155, 135, 1168]
advertisement bbox=[283, 1117, 413, 1223]
ad-heading: WILLIAM A. HORNE, LTD., bbox=[296, 1395, 400, 1419]
advertisement bbox=[700, 1277, 830, 1449]
ad-body: CORRUGATED IRON. bbox=[979, 984, 1037, 991]
advertisement bbox=[283, 1225, 413, 1389]
ad-body: WESTFIELD YARDS—WEDNESDAYS—Fat Cattle, Sheep, Calves, Pigs, etc. bbox=[4, 307, 135, 320]
ad-fine-print: the Auction Room, subject to the Conditions of Sale, all that piece of land containing by admeasurement being part of allotment in the Parish, more particularly described in Certificate of Title, subject to the conditions of the mortgage. Terms: One-fifth deposit, balance cash on completion. For further particulars apply to the Solicitors for the Mortgagee. the Auction Room, subject to the Conditions of Sale, all that piece of land containing by admeasurement being part of allotment in the Parish, more particularly described in Certificate of Title, subject to the conditions of the mortgage. Terms: One-fifth deposit, balance cash on completion. For further particulars apply to the Solicitors for the Mortgagee. the Auction Room, subject to the Conditions of Sale, all that piece of land containing by admeasurement being part of allotment in the Parish, more particularly described in Certificate of Title, subject to the conditions of the mortgage. Terms: One-fifth deposit, balance cash on completion. For further particulars apply to the Solicitors for the Mortgagee. bbox=[700, 73, 830, 208]
ad-heading: RANFURLY SMITH, BEVERLY SMITH, bbox=[423, 946, 551, 954]
advertisement bbox=[283, 662, 413, 768]
advertisement bbox=[422, 660, 552, 833]
ad-fine-print: the Auction Room, subject to the Conditions of Sale, all that piece of land containing by admeasurement being part of allotment in the Parish, more particularly described in Certificate of Title, subject to the conditions of the mortgage. Terms: One-fifth deposit, balance cash on completion. For further particulars apply to the Solicitors for the Mortgagee. bbox=[144, 815, 274, 864]
column-header: SALES BY AUCTION bbox=[144, 36, 274, 45]
ad-line: AT 11 A.M. bbox=[46, 1146, 93, 1156]
ad-line: FRIDAY, AUGUST 15, 1930, bbox=[847, 1100, 962, 1110]
ad-line: AT NOON. bbox=[465, 154, 509, 164]
ad-body: ALL THAT the One-storeyed wooden Building situated at Kaikohe. bbox=[144, 100, 274, 113]
ad-heading: INSTRUCTED BY THE SECOND MORTGAGEE bbox=[711, 867, 819, 882]
ad-fine-print: the Auction Room, subject to the Conditions of Sale, all that piece of land containing by admeasurement being part of allotment in the Parish, more particularly described in Certificate of Title, subject to the conditions of the mortgage. Terms: One-fifth deposit, balance cash on completion. For further particulars apply to the Solicitors for the Mortgagee. the Auction Room, subject to the Conditions of Sale, all that piece of land containing by admeasurement being part of allotment in the Parish, more particularly described in Certificate of Title, subject to the conditions of the mortgage. Terms: One-fifth deposit, balance cash on completion. For further particulars apply to the Solicitors for the Mortgagee. bbox=[839, 159, 970, 252]
ad-heading: AUCKLAND AUCTIONEERING CO. bbox=[11, 1130, 128, 1138]
ad-heading: IN THE SUPREME COURT OF NEW ZEALAND—NORTHERN DISTRICT. bbox=[427, 52, 547, 67]
advertisement bbox=[283, 317, 413, 465]
ad-heading: GEORGE WALKER, LTD., bbox=[709, 1044, 821, 1068]
ad-line: AT 11 NOON. bbox=[320, 1284, 376, 1294]
ad-body: WALLACE STREET, JERVOIS ROAD, AND SALISBURY STREET. bbox=[839, 293, 970, 306]
ad-line: NEWMARKET. bbox=[1020, 761, 1069, 769]
ad-fine-print: the Auction Room, subject to the Conditions of Sale, all that piece of land containing by admeasurement being part of allotment in the Parish, more particularly described in Certificate of Title, subject to the conditions of the mortgage. Terms: One-fifth deposit, balance cash on completion. For further particulars apply to the Solicitors for the Mortgagee. the Auction Room, subject to the Conditions of Sale, all that piece of land containing by admeasurement being part of allotment in the Parish, more particularly described in Certificate of Title, subject to the conditions of the mortgage. Terms: One-fifth deposit, balance cash on completion. For further particulars apply to the Solicitors for the Mortgagee. bbox=[839, 577, 970, 669]
ad-heading: UNDER CONDUCT OF THE REGISTRAR OF THE SUPREME COURT bbox=[433, 838, 541, 860]
ad-heading: PRELIMINARY NOTICE. bbox=[852, 52, 957, 76]
ad-heading: TIMBER TIMBER TIMBER bbox=[982, 556, 1107, 579]
ad-fine-print: the Auction Room, subject to the Conditions of Sale, all that piece of land containing by admeasurement being part of allotment in the Parish, more particularly described in Certificate of Title, subject to the conditions of the mortgage. Terms: One-fifth deposit, balance cash on completion. For further particulars apply to the Solicitors for the Mortgagee. bbox=[979, 768, 1110, 817]
ad-body: DAIRY CATTLE, STORES & BEEF. bbox=[4, 596, 95, 603]
advertisement bbox=[422, 944, 552, 1068]
ad-line: FRIDAY, AUGUST 15, 1930, bbox=[429, 145, 545, 155]
ad-fine-print: the Auction Room, subject to the Conditions of Sale, all that piece of land containing by admeasurement being part of allotment in the Parish, more particularly described in Certificate of Title, subject to the conditions of the mortgage. Terms: One-fifth deposit, balance cash on completion. For further particulars apply to the Solicitors for the Mortgagee. bbox=[561, 447, 691, 497]
ad-body: FORD MOTOR-CARS (5-seaters). FORD ROADSTER. FORD TRUCKS. bbox=[561, 118, 691, 131]
ad-fine-print: the Auction Room, subject to the Conditions of Sale, all that piece of land containing by admeasurement being part of allotment in the Parish, more particularly described in Certificate of Title, subject to the conditions of the mortgage. Terms: One-fifth deposit, balance cash on completion. For further particulars apply to the Solicitors for the Mortgagee. bbox=[144, 418, 274, 468]
ad-heading: J. H. ANSELL, LTD., bbox=[574, 232, 678, 256]
ad-heading: SALE BY MORTGAGEE. bbox=[298, 471, 398, 495]
ad-heading: R. E. BAXTER, bbox=[991, 1514, 1098, 1526]
ad-line: AUCTIONEERS. bbox=[182, 485, 236, 493]
ad-line: AUCTIONEERS. bbox=[321, 253, 375, 261]
ad-fine-print: the Auction Room, subject to the Conditions of Sale, all that piece of land containing by admeasurement being part of allotment in the Parish, more particularly described in Certificate of Title, subject to the conditions of the mortgage. Terms: One-fifth deposit, balance cash on completion. For further particulars apply to the Solicitors for the Mortgagee. the Auction Room, subject to the Conditions of Sale, all that piece of land containing by admeasurement being part of allotment in the Parish, more particularly described in Certificate of Title, subject to the conditions of the mortgage. Terms: One-fifth deposit, balance cash on completion. For further particulars apply to the Solicitors for the Mortgagee. the Auction Room, subject to the Conditions of Sale, all that piece of land containing by admeasurement being part of allotment in the Parish, more particularly described in Certificate of Title, subject to the conditions of the mortgage. Terms: One-fifth deposit, balance cash on completion. For further particulars apply to the Solicitors for the Mortgagee. bbox=[283, 1433, 413, 1568]
ad-heading: IVAN H. JONES, bbox=[10, 1312, 128, 1324]
advertisement bbox=[4, 1001, 135, 1124]
ad-line: AUCTIONEER. bbox=[601, 1059, 651, 1067]
ad-fine-print: the Auction Room, subject to the Conditions of Sale, all that piece of land containing by admeasurement being part of allotment in the Parish, more particularly described in Certificate of Title, subject to the conditions of the mortgage. Terms: One-fifth deposit, balance cash on completion. For further particulars apply to the Solicitors for the Mortgagee. the Auction Room, subject to the Conditions of Sale, all that piece of land containing by admeasurement being part of allotment in the Parish, more particularly described in Certificate of Title, subject to the conditions of the mortgage. Terms: One-fifth deposit, balance cash on completion. For further particulars apply to the Solicitors for the Mortgagee. bbox=[979, 1243, 1110, 1335]
advertisement bbox=[4, 1127, 135, 1306]
advertisement bbox=[839, 448, 970, 541]
ad-line: AT 2 P.M. bbox=[328, 1159, 368, 1169]
advertisement bbox=[979, 49, 1110, 172]
ad-heading: SALE BY MORTGAGEE. bbox=[159, 1178, 259, 1202]
ad-fine-print: the Auction Room, subject to the Conditions of Sale, all that piece of land containing by admeasurement being part of allotment in the Parish, more particularly described in Certificate of Title, subject to the conditions of the mortgage. Terms: One-fifth deposit, balance cash on completion. For further particulars apply to the Solicitors for the Mortgagee. bbox=[422, 78, 552, 127]
ad-heading: T. MANDENO JACKSON bbox=[717, 218, 813, 242]
ad-fine-print: the Auction Room, subject to the Conditions of Sale, all that piece of land containing by admeasurement being part of allotment in the Parish, more particularly described in Certificate of Title, subject to the conditions of the mortgage. Terms: One-fifth deposit, balance cash on completion. For further particulars apply to the Solicitors for the Mortgagee. the Auction Room, subject to the Conditions of Sale, all that piece of land containing by admeasurement being part of allotment in the Parish, more particularly described in Certificate of Title, subject to the conditions of the mortgage. Terms: One-fifth deposit, balance cash on completion. For further particulars apply to the Solicitors for the Mortgagee. the Auction Room, subject to the Conditions of Sale, all that piece of land containing by admeasurement being part of allotment in the Parish, more particularly described in Certificate of Title, subject to the conditions of the mortgage. Terms: One-fifth deposit, balance cash on completion. For further particulars apply to the Solicitors for the Mortgagee. bbox=[283, 974, 413, 1109]
ad-line: FRIDAY, AUGUST 15, 1930, bbox=[290, 83, 406, 93]
ad-fine-print: the Auction Room, subject to the Conditions of Sale, all that piece of land containing by admeasurement being part of allotment in the Parish, more particularly described in Certificate of Title, subject to the conditions of the mortgage. Terms: One-fifth deposit, balance cash on completion. For further particulars apply to the Solicitors for the Mortgagee. bbox=[283, 1168, 413, 1218]
ad-heading: N.Z. LOAN AND MERCANTILE bbox=[12, 906, 127, 930]
ad-line: TUESDAY, AUGUST 5 bbox=[25, 488, 114, 498]
advertisement bbox=[283, 49, 413, 240]
ad-fine-print: the Auction Room, subject to the Conditions of Sale, all that piece of land containing by admeasurement being part of allotment in the Parish, more particularly described in Certificate of Title, subject to the conditions of the mortgage. Terms: One-fifth deposit, balance cash on completion. For further particulars apply to the Solicitors for the Mortgagee. the Auction Room, subject to the Conditions of Sale, all that piece of land containing by admeasurement being part of allotment in the Parish, more particularly described in Certificate of Title, subject to the conditions of the mortgage. Terms: One-fifth deposit, balance cash on completion. For further particulars apply to the Solicitors for the Mortgagee. the Auction Room, subject to the Conditions of Sale, all that piece of land containing by admeasurement being part of allotment in the Parish, more particularly described in Certificate of Title, subject to the conditions of the mortgage. Terms: One-fifth deposit, balance cash on completion. For further particulars apply to the Solicitors for the Mortgagee. bbox=[839, 1118, 970, 1253]
ad-heading: SALE BY MORTGAGEE bbox=[718, 1135, 812, 1159]
ad-fine-print: the Auction Room, subject to the Conditions of Sale, all that piece of land containing by admeasurement being part of allotment in the Parish, more particularly described in Certificate of Title, subject to the conditions of the mortgage. Terms: One-fifth deposit, balance cash on completion. For further particulars apply to the Solicitors for the Mortgagee. bbox=[839, 1305, 970, 1355]
ad-line: FRIDAY, AUGUST 15, 1930, bbox=[847, 1287, 962, 1297]
ad-line: IMPORTANT NOTICE. bbox=[32, 59, 107, 67]
advertisement bbox=[700, 738, 830, 861]
ad-fine-print: the Auction Room, subject to the Conditions of Sale, all that piece of land containing by admeasurement being part of allotment in the Parish, more particularly described in Certificate of Title, subject to the conditions of the mortgage. Terms: One-fifth deposit, balance cash on completion. For further particulars apply to the Solicitors for the Mortgagee. the Auction Room, subject to the Conditions of Sale, all that piece of land containing by admeasurement being part of allotment in the Parish, more particularly described in Certificate of Title, subject to the conditions of the mortgage. Terms: One-fifth deposit, balance cash on completion. For further particulars apply to the Solicitors for the Mortgagee. bbox=[4, 602, 135, 694]
ad-line: MONDAY NEXT, AUGUST 4 bbox=[12, 1137, 127, 1147]
ad-fine-print: the Auction Room, subject to the Conditions of Sale, all that piece of land containing by admeasurement being part of allotment in the Parish, more particularly described in Certificate of Title, subject to the conditions of the mortgage. Terms: One-fifth deposit, balance cash on completion. For further particulars apply to the Solicitors for the Mortgagee. the Auction Room, subject to the Conditions of Sale, all that piece of land containing by admeasurement being part of allotment in the Parish, more particularly described in Certificate of Title, subject to the conditions of the mortgage. Terms: One-fifth deposit, balance cash on completion. For further particulars apply to the Solicitors for the Mortgagee. the Auction Room, subject to the Conditions of Sale, all that piece of land containing by admeasurement being part of allotment in the Parish, more particularly described in Certificate of Title, subject to the conditions of the mortgage. Terms: One-fifth deposit, balance cash on completion. For further particulars apply to the Solicitors for the Mortgagee. bbox=[144, 1033, 274, 1168]
advertisement bbox=[4, 147, 135, 289]
